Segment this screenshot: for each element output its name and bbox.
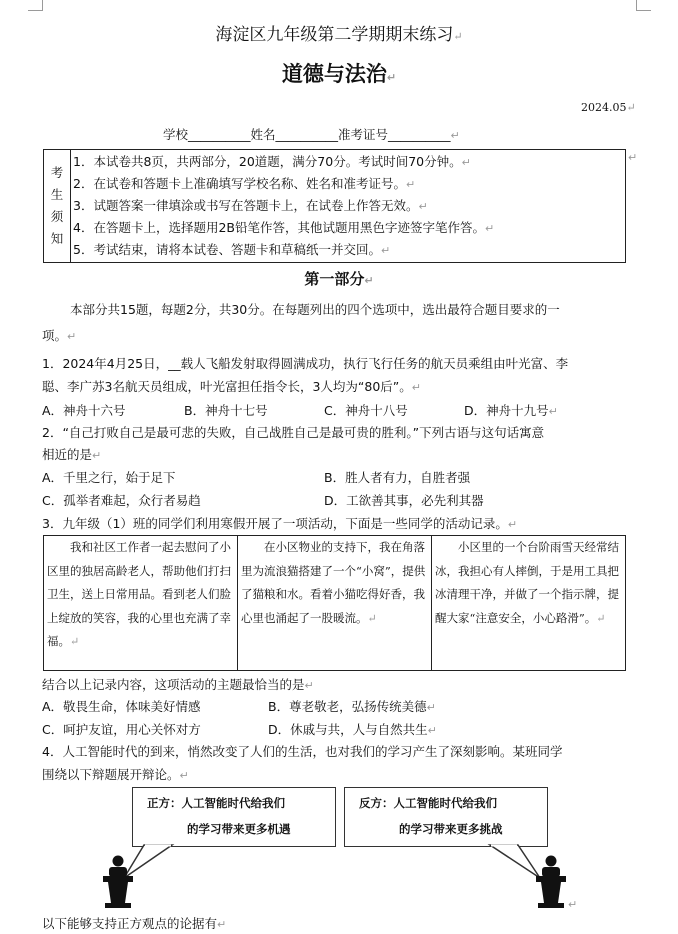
con-side-bubble: 反方：人工智能时代给我们 的学习带来更多挑战 xyxy=(344,787,548,847)
question-1-option: A．神舟十六号 xyxy=(42,403,126,418)
question-1-option: C．神舟十八号 xyxy=(324,403,408,418)
activity-record: 我和社区工作者一起去慰问了小区里的独居高龄老人，帮助他们打扫卫生，送上日常用品。看到老人们脸上绽放的笑容，我的心里也充满了幸福。↵ xyxy=(44,536,238,671)
question-2-option: D．工欲善其事，必先利其器 xyxy=(324,493,484,508)
con-speaker-podium-icon xyxy=(533,855,569,911)
question-1-option: B．神舟十七号 xyxy=(184,403,268,418)
pro-speaker-podium-icon xyxy=(100,855,136,911)
activity-record: 小区里的一个台阶雨雪天经常结冰，我担心有人摔倒，于是用工具把冰清理干净，并做了一个指示牌，提醒大家“注意安全，小心路滑”。↵ xyxy=(432,536,626,671)
question-3-prompt: 结合以上记录内容，这项活动的主题最恰当的是↵ xyxy=(42,677,314,692)
question-1-option: D．神舟十九号↵ xyxy=(464,403,558,418)
notice-label: 考 生 须 知 xyxy=(44,150,71,263)
part-one-intro: 本部分共15题，每题2分，共30分。在每题列出的四个选项中，选出最符合题目要求的一 xyxy=(70,302,560,317)
question-3-option: C．呵护友谊，用心关怀对方 xyxy=(42,722,201,737)
question-2-stem: 2．“自己打败自己是最可悲的失败，自己战胜自己是最可贵的胜利。”下列古语与这句话寓意 xyxy=(42,425,545,440)
notice-item: 4．在答题卡上，选择题用2B铅笔作答，其他试题用黑色字迹签字笔作答。↵ xyxy=(73,220,495,235)
notice-item: 2．在试卷和答题卡上准确填写学校名称、姓名和准考证号。↵ xyxy=(73,176,416,191)
exam-date: 2024.05↵ xyxy=(581,101,636,114)
question-3-stem: 3．九年级（1）班的同学们利用寒假开展了一项活动，下面是一些同学的活动记录。↵ xyxy=(42,516,518,531)
figure-end-mark: ↵ xyxy=(568,898,578,911)
question-4-stem: 4．人工智能时代的到来，悄然改变了人们的生活，也对我们的学习产生了深刻影响。某班同学 xyxy=(42,744,563,759)
question-2-option: B．胜人者有力，自胜者强 xyxy=(324,470,471,485)
student-info-fields: 学校__________姓名__________准考证号__________↵ xyxy=(163,127,460,142)
activity-record: 在小区物业的支持下，我在角落里为流浪猫搭建了一个“小窝”，提供了猫粮和水。看着小猫吃得好香，我心里也涌起了一股暖流。↵ xyxy=(238,536,432,671)
question-1-stem-cont: 聪、李广苏3名航天员组成，叶光富担任指令长，3人均为“80后”。↵ xyxy=(42,379,421,394)
question-1-stem: 1．2024年4月25日，__载人飞船发射取得圆满成功，执行飞行任务的航天员乘组由叶光富、李 xyxy=(42,356,569,371)
question-4-stem-cont: 围绕以下辩题展开辩论。↵ xyxy=(42,767,189,782)
pro-side-bubble: 正方：人工智能时代给我们 的学习带来更多机遇 xyxy=(132,787,336,847)
part-one-title: 第一部分↵ xyxy=(304,270,374,288)
subject-title: 道德与法治↵ xyxy=(281,62,397,86)
question-4-prompt: 以下能够支持正方观点的论据有↵ xyxy=(42,916,227,931)
notice-item: 1．本试卷共8页，共两部分，20道题，满分70分。考试时间70分钟。↵ xyxy=(73,154,471,169)
notice-item: 5．考试结束，请将本试卷、答题卡和草稿纸一并交回。↵ xyxy=(73,242,391,257)
question-2-option: C．孤举者难起，众行者易趋 xyxy=(42,493,201,508)
question-2-stem-cont: 相近的是↵ xyxy=(42,447,102,462)
table-row-end-mark: ↵ xyxy=(628,151,638,164)
exam-title: 海淀区九年级第二学期期末练习↵ xyxy=(215,25,463,45)
question-3-option: A．敬畏生命，体味美好情感 xyxy=(42,699,201,714)
notice-item: 3．试题答案一律填涂或书写在答题卡上，在试卷上作答无效。↵ xyxy=(73,198,428,213)
question-2-option: A．千里之行，始于足下 xyxy=(42,470,176,485)
part-one-intro-cont: 项。↵ xyxy=(42,328,77,343)
question-3-option: D．休戚与共，人与自然共生↵ xyxy=(268,722,437,737)
question-3-option: B．尊老敬老，弘扬传统美德↵ xyxy=(268,699,436,714)
